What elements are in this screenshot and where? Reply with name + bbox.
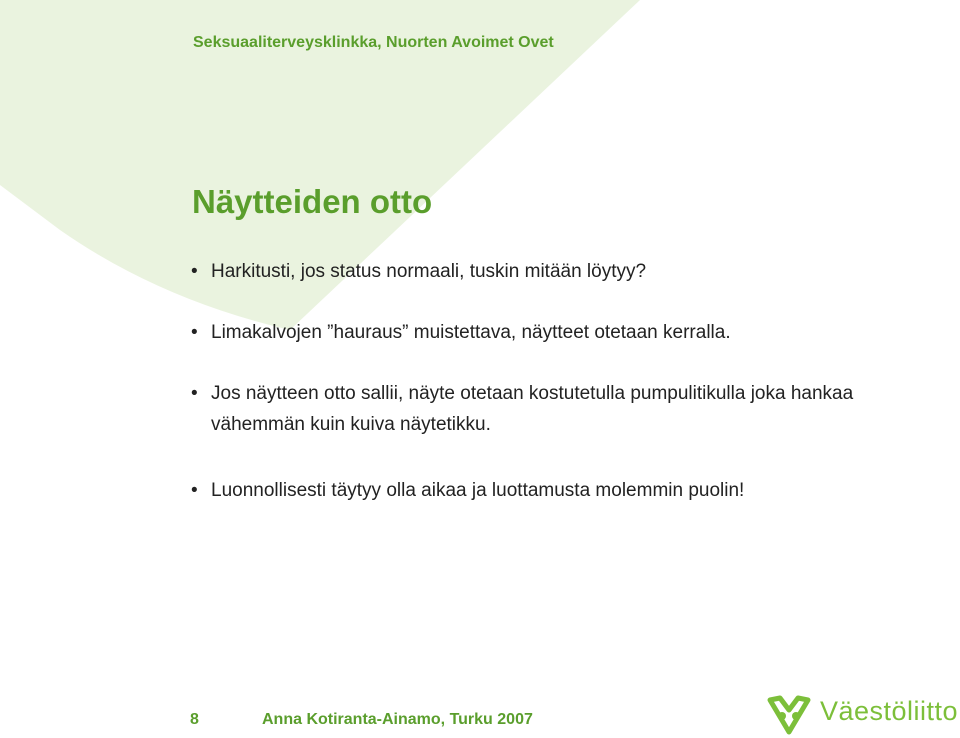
page-number: 8 xyxy=(190,711,199,728)
footer-author: Anna Kotiranta-Ainamo, Turku 2007 xyxy=(262,711,533,728)
bullet-list xyxy=(190,256,930,506)
bullet-dot: • xyxy=(191,322,198,343)
bullet-text: Harkitusti, jos status normaali, tuskin mitään löytyy? xyxy=(211,261,647,282)
bullet-text: Luonnollisesti täytyy olla aikaa ja luottamusta molemmin puolin! xyxy=(211,480,745,501)
logo-wordmark: Väestöliitto xyxy=(820,696,959,726)
organization-name: Seksuaaliterveysklinkka, Nuorten Avoimet Ovet xyxy=(193,34,554,51)
bullet-text: Jos näytteen otto sallii, näyte otetaan kostutetulla pumpulitikulla joka hankaa vähemmän kuin kuiva näytetikku. xyxy=(211,383,854,435)
bullet-item xyxy=(190,317,930,348)
logo-heart-icon xyxy=(766,694,812,736)
bullet-item xyxy=(190,256,930,287)
bullet-item xyxy=(190,475,930,506)
vaestoliitto-logo xyxy=(766,694,959,736)
bullet-item xyxy=(190,378,930,440)
bullet-dot: • xyxy=(191,480,198,501)
bullet-dot: • xyxy=(191,383,198,404)
bullet-text: Limakalvojen ”hauraus” muistettava, näytteet otetaan kerralla. xyxy=(211,322,731,343)
bullet-dot: • xyxy=(191,261,198,282)
slide-title: Näytteiden otto xyxy=(192,183,433,220)
